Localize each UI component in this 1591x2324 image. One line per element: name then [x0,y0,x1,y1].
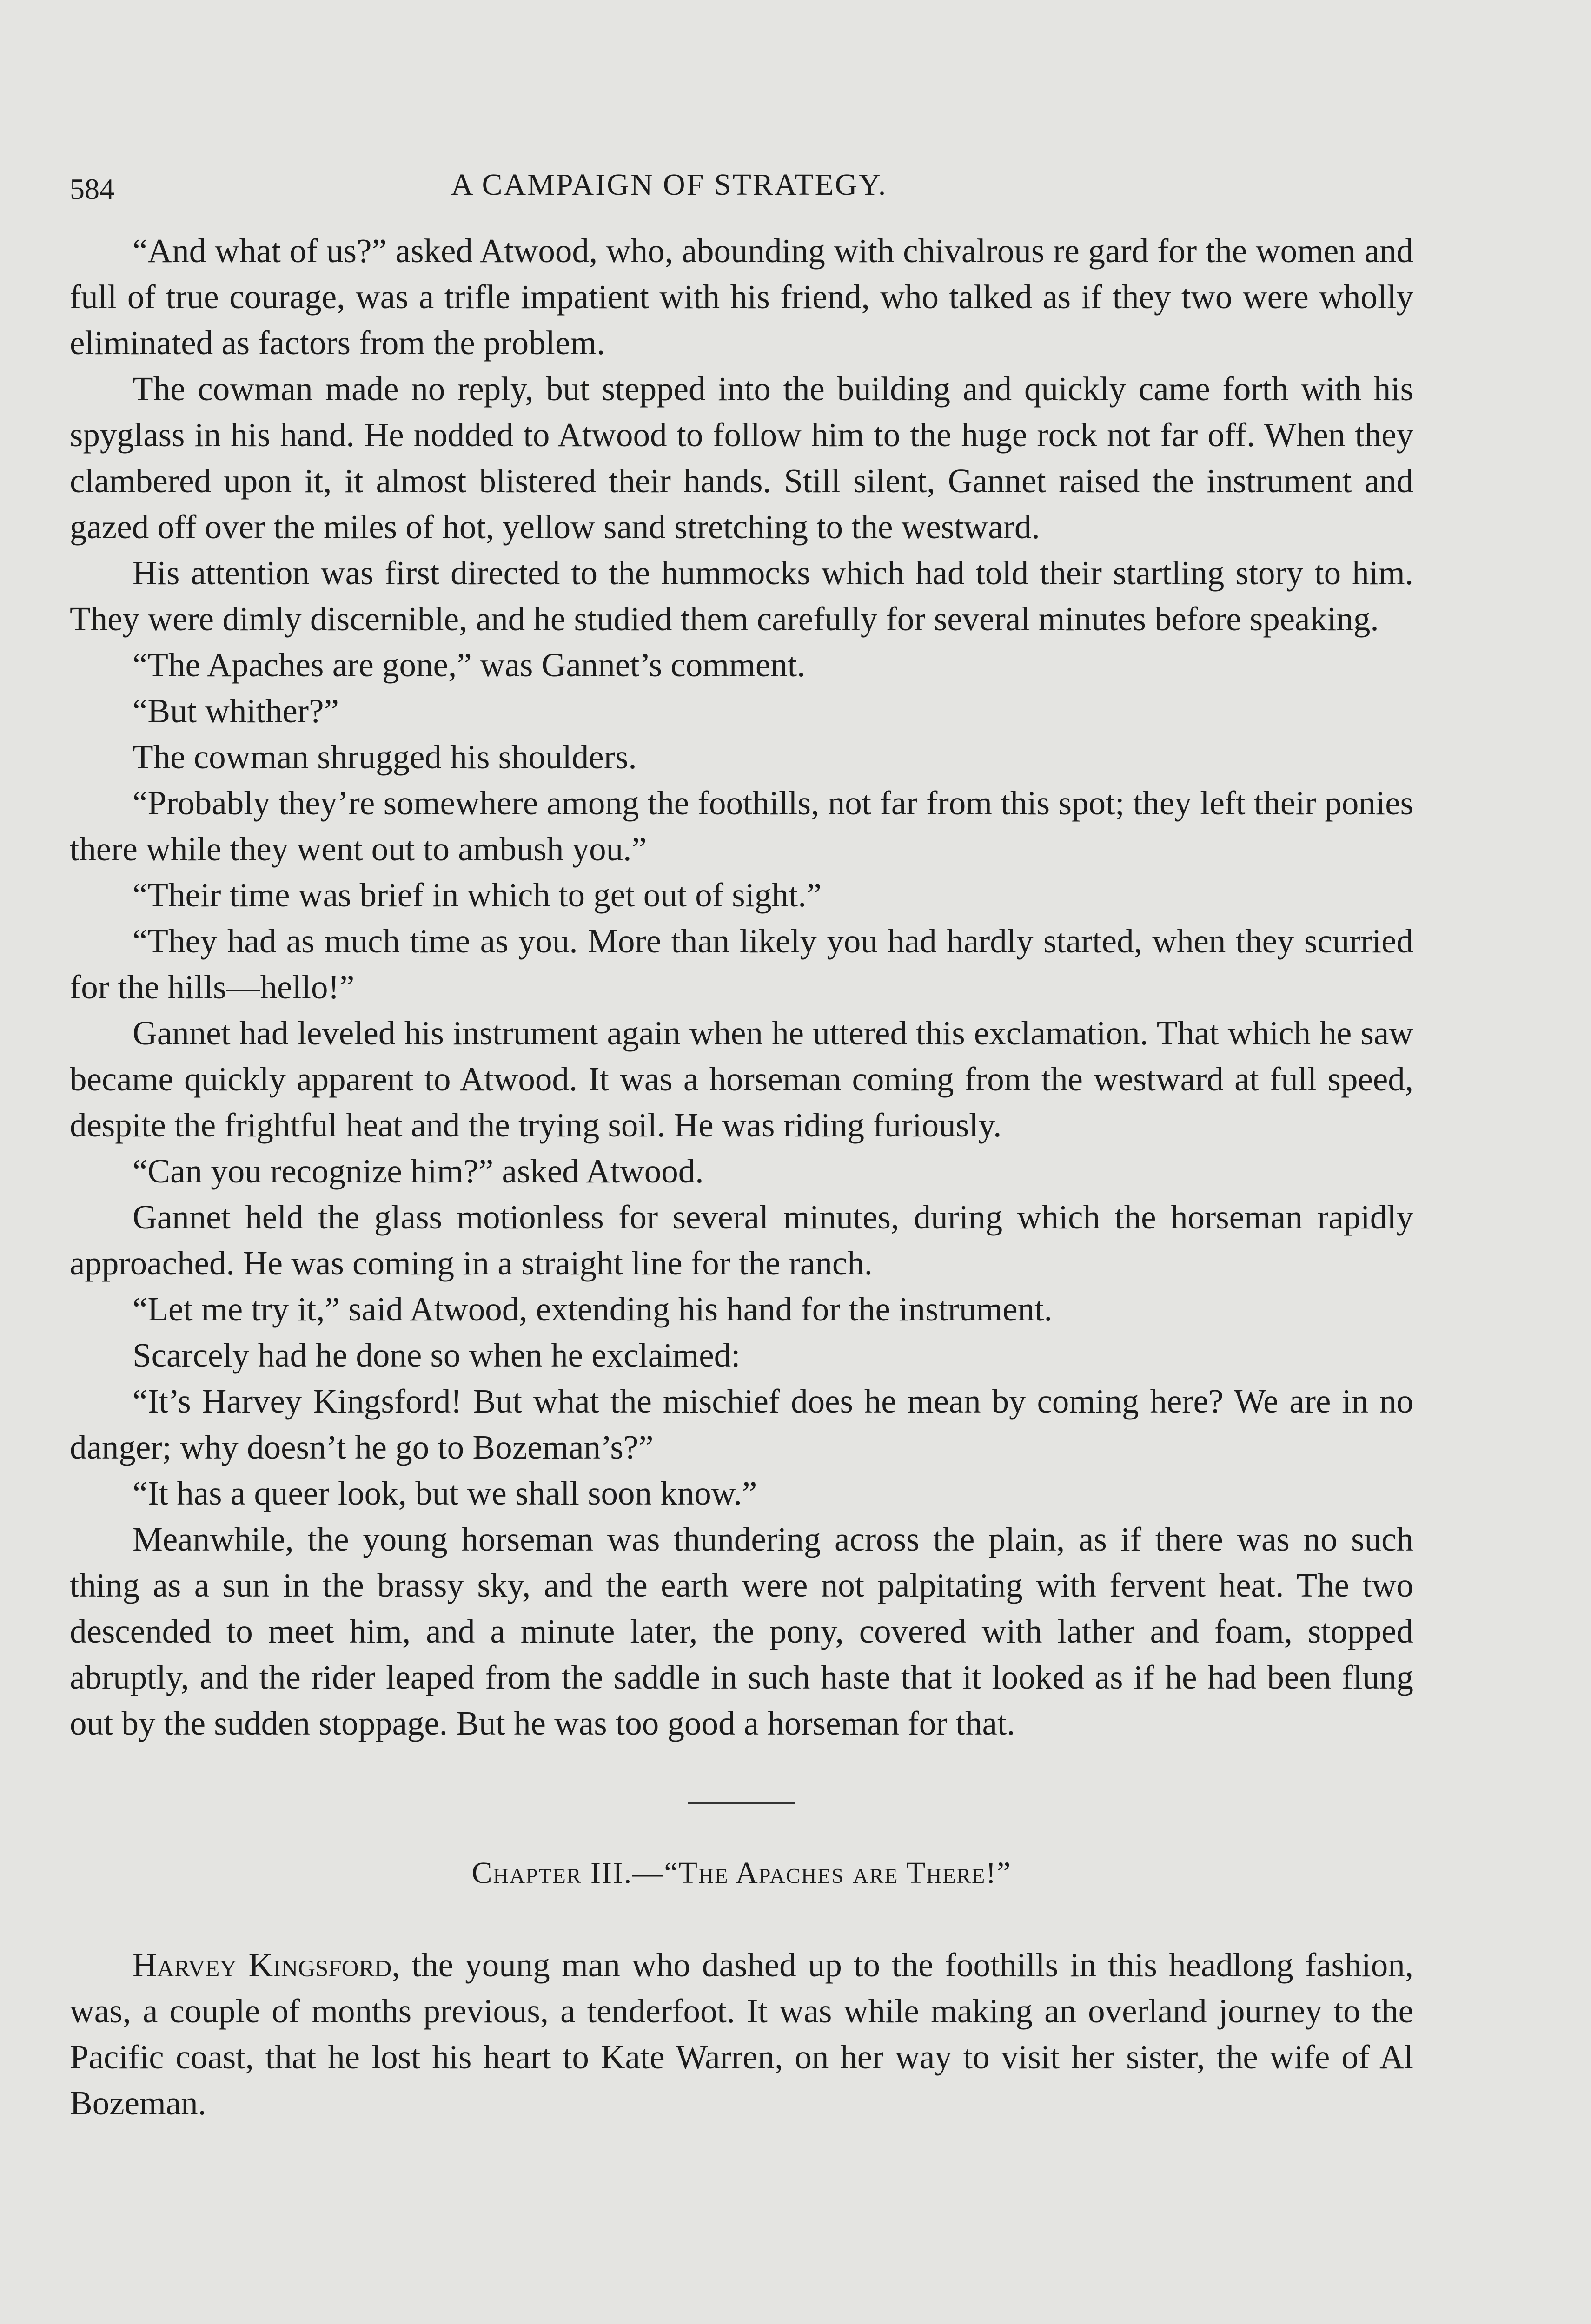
page-number: 584 [70,172,114,205]
paragraph: “It’s Harvey Kingsford! But what the mischief does he mean by coming here? We are in no danger; why doesn’t he go to Bozeman’s?” [70,1382,1413,1466]
chapter-heading: Chapter III.—“The Apaches are There!” [471,1856,1012,1890]
paragraph: “Let me try it,” said Atwood, extending his hand for the instrument. [133,1290,1053,1328]
paragraph: Gannet had leveled his instrument again when he uttered this exclamation. That which he saw became quickly apparent to Atwood. It was a horseman coming from the westward at full speed, despite the frightful heat and the trying soil. He was riding furiously. [70,1014,1413,1144]
section-divider [688,1802,795,1804]
page-content [70,158,1413,2126]
paragraph: Meanwhile, the young horseman was thundering across the plain, as if there was no such thing as a sun in the brassy sky, and the earth were not palpitating with fervent heat. The two descended to meet him, and a minute later, the pony, covered with lather and foam, stopped abruptly, and the rider leaped from the saddle in such haste that it looked as if he had been flung out by the sudden stoppage. But he was too good a horseman for that. [70,1520,1413,1742]
chapter-paragraph-text: , the young man who dashed up to the foothills in this headlong fashion, was, a couple of months previous, a tenderfoot. It was while making an overland journey to the Pacific coast, that he lost his heart to Kate Warren, on her way to visit her sister, the wife of Al Bozeman. [70,1946,1413,2122]
paragraph: The cowman shrugged his shoulders. [133,738,637,776]
paragraph: His attention was first directed to the hummocks which had told their startling story to him. They were dimly discernible, and he studied them carefully for several minutes before speaking. [70,554,1413,638]
paragraph: Gannet held the glass motionless for several minutes, during which the horseman rapidly approached. He was coming in a straight line for the ranch. [70,1198,1413,1282]
paragraph: Scarcely had he done so when he exclaimed: [133,1336,741,1374]
paragraph: “They had as much time as you. More than likely you had hardly started, when they scurried for the hills—hello!” [70,922,1413,1006]
chapter-body [70,1942,1413,2126]
paragraph: “Probably they’re somewhere among the foothills, not far from this spot; they left their ponies there while they went out to ambush you.” [70,784,1413,868]
paragraph: “It has a queer look, but we shall soon know.” [133,1474,757,1512]
chapter-lead-words: Harvey Kingsford [133,1946,392,1984]
paragraph: “And what of us?” asked Atwood, who, abounding with chivalrous re gard for the women and full of true courage, was a trifle impatient with his friend, who talked as if they two were wholly eliminated as factors from the problem. [70,232,1413,362]
paragraph: The cowman made no reply, but stepped into the building and quickly came forth with his spyglass in his hand. He nodded to Atwood to follow him to the huge rock not far off. When they clambered upon it, it almost blistered their hands. Still silent, Gannet raised the instrument and gazed off over the miles of hot, yellow sand stretching to the westward. [70,370,1413,546]
running-head [70,158,1413,209]
body-text [70,228,1413,1746]
paragraph: “But whither?” [133,692,339,730]
paragraph: “The Apaches are gone,” was Gannet’s comment. [133,646,806,684]
chapter-first-paragraph [70,1942,1413,2126]
running-title: A CAMPAIGN OF STRATEGY. [451,168,888,202]
paragraph: “Their time was brief in which to get out of sight.” [133,876,822,914]
paragraph: “Can you recognize him?” asked Atwood. [133,1152,704,1190]
